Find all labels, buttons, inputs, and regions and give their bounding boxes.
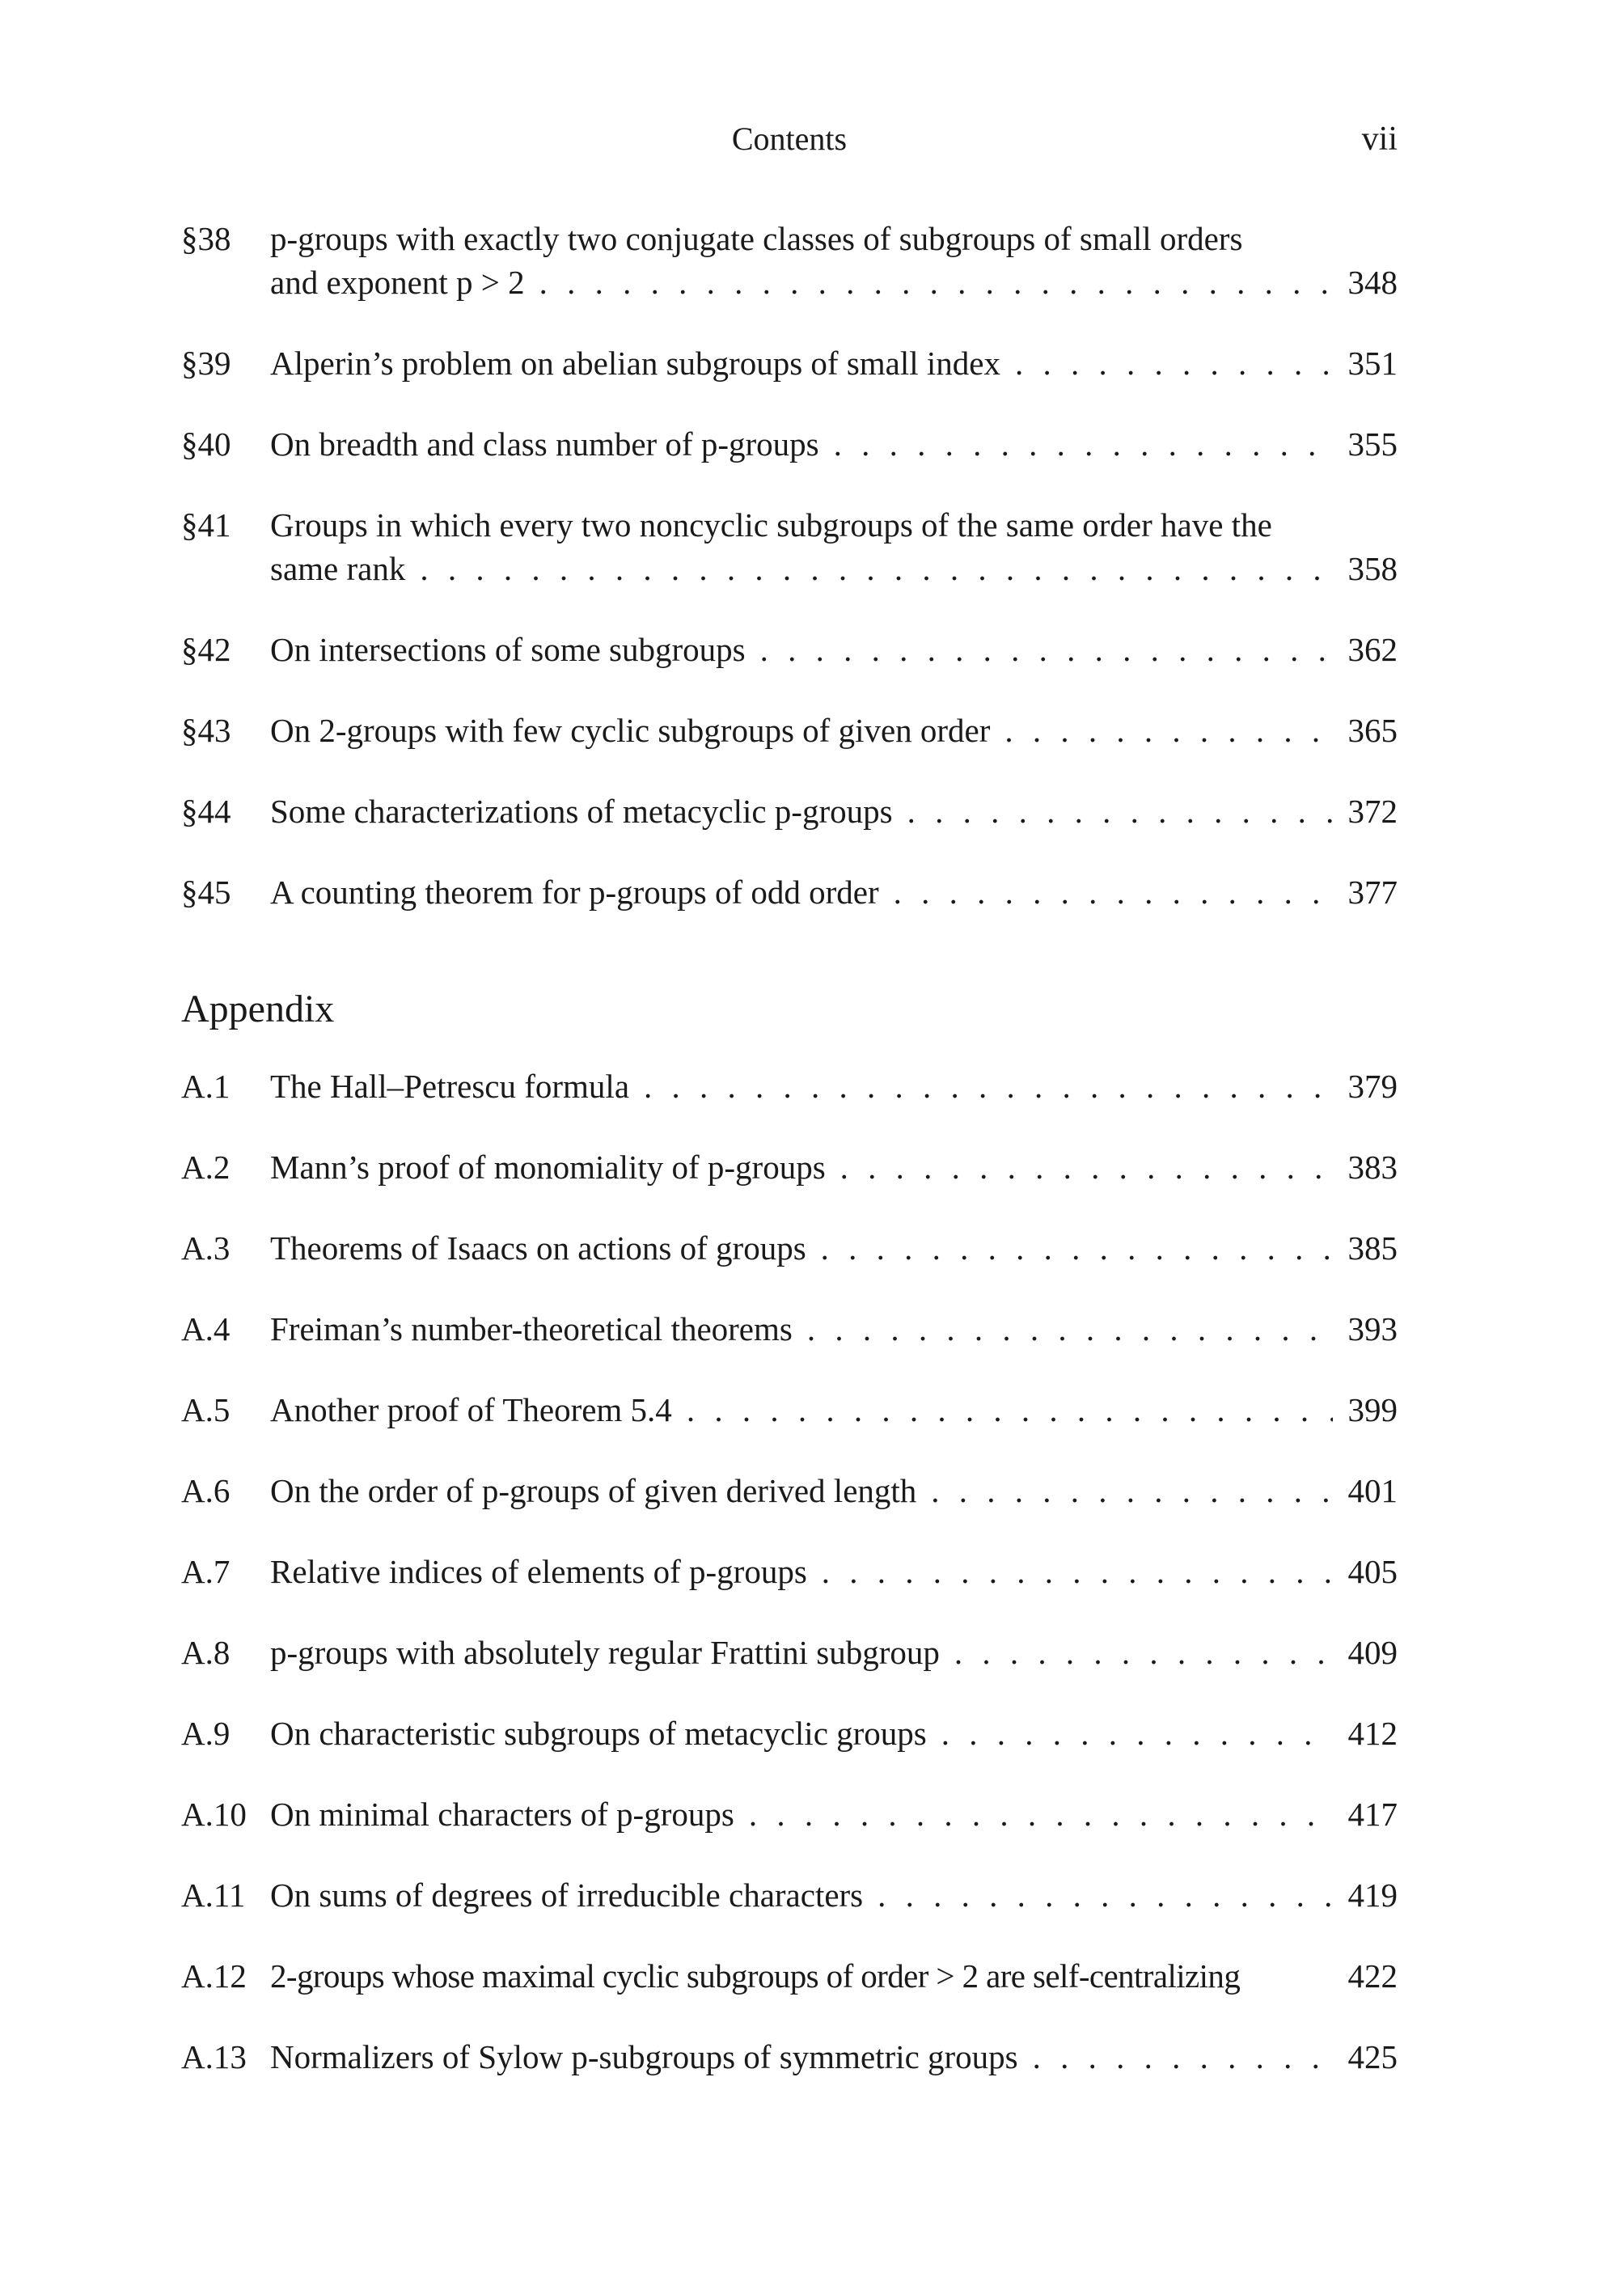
toc-entry-a2[interactable] — [181, 1145, 1398, 1189]
toc-entry-a9[interactable] — [181, 1711, 1398, 1755]
page-number: 385 — [1347, 1229, 1398, 1267]
entry-title: p-groups with absolutely regular Frattini subgroup — [270, 1634, 940, 1671]
section-number: §40 — [181, 425, 231, 463]
leader-dots — [954, 1631, 1333, 1674]
leader-dots — [822, 1550, 1333, 1593]
entry-title: 2-groups whose maximal cyclic subgroups of order > 2 are self-centralizing — [270, 1957, 1241, 1995]
leader-dots — [644, 1064, 1333, 1108]
page-number: 348 — [1347, 264, 1398, 301]
entry-title: Theorems of Isaacs on actions of groups — [270, 1229, 806, 1267]
section-number: A.5 — [181, 1391, 230, 1428]
toc-entry-a12[interactable] — [181, 1954, 1398, 1998]
toc-entry-a11[interactable] — [181, 1873, 1398, 1917]
section-number: §38 — [181, 220, 231, 257]
page-number: 362 — [1347, 631, 1398, 668]
page-number: 351 — [1347, 345, 1398, 382]
entry-title: Freiman’s number-theoretical theorems — [270, 1310, 793, 1347]
toc-entry-41[interactable] — [181, 503, 1398, 590]
toc-entry-38[interactable] — [181, 217, 1398, 304]
entry-title: Another proof of Theorem 5.4 — [270, 1391, 672, 1428]
section-number: A.7 — [181, 1553, 230, 1590]
section-number: §39 — [181, 345, 231, 382]
page-number: 383 — [1347, 1149, 1398, 1186]
entry-title-line: and exponent p > 2 — [270, 264, 525, 301]
running-head — [181, 120, 1398, 160]
leader-dots — [1004, 709, 1333, 752]
page-number: 365 — [1347, 712, 1398, 749]
entry-title-line: p-groups with exactly two conjugate classes of subgroups of small orders — [270, 220, 1243, 257]
leader-dots — [821, 1226, 1333, 1270]
appendix-heading: Appendix — [181, 988, 335, 1030]
entry-title: Some characterizations of metacyclic p-groups — [270, 793, 893, 830]
page-number: 419 — [1347, 1876, 1398, 1914]
toc-entry-40[interactable] — [181, 422, 1398, 466]
running-title: Contents — [731, 121, 848, 157]
section-number: A.4 — [181, 1310, 230, 1347]
page-number: 399 — [1347, 1391, 1398, 1428]
toc-entry-45[interactable] — [181, 870, 1398, 914]
entry-title-line: Groups in which every two noncyclic subgroups of the same order have the — [270, 506, 1272, 544]
toc-entry-a10[interactable] — [181, 1792, 1398, 1836]
toc-entry-a6[interactable] — [181, 1469, 1398, 1512]
page-number: 358 — [1347, 550, 1398, 587]
page-number: 422 — [1347, 1957, 1398, 1995]
leader-dots — [420, 547, 1333, 590]
section-number: A.13 — [181, 2038, 247, 2075]
leader-dots — [687, 1388, 1333, 1432]
entry-title-line: same rank — [270, 550, 406, 587]
page-number: 401 — [1347, 1472, 1398, 1509]
entry-title: Alperin’s problem on abelian subgroups of small index — [270, 345, 1000, 382]
section-number: A.10 — [181, 1796, 247, 1833]
page-number: 372 — [1347, 793, 1398, 830]
leader-dots — [907, 789, 1333, 833]
page-number: 412 — [1347, 1715, 1398, 1752]
toc-entry-42[interactable] — [181, 628, 1398, 671]
toc-entry-a13[interactable] — [181, 2035, 1398, 2079]
section-number: A.1 — [181, 1068, 230, 1105]
toc-entry-39[interactable] — [181, 341, 1398, 385]
page-number: 355 — [1347, 425, 1398, 463]
leader-dots — [539, 260, 1333, 304]
section-number: A.12 — [181, 1957, 247, 1995]
page-number: 405 — [1347, 1553, 1398, 1590]
entry-title: A counting theorem for p-groups of odd order — [270, 874, 879, 911]
entry-title: Normalizers of Sylow p-subgroups of symmetric groups — [270, 2038, 1018, 2075]
leader-dots — [931, 1469, 1333, 1512]
entry-title: On the order of p-groups of given derived length — [270, 1472, 917, 1509]
page-number: 409 — [1347, 1634, 1398, 1671]
leader-dots — [749, 1792, 1333, 1836]
page-number: 425 — [1347, 2038, 1398, 2075]
section-number: §41 — [181, 506, 231, 544]
entry-title: On 2-groups with few cyclic subgroups of given order — [270, 712, 991, 749]
toc-entry-a8[interactable] — [181, 1631, 1398, 1674]
leader-dots — [840, 1145, 1333, 1189]
section-number: A.2 — [181, 1149, 230, 1186]
section-number: A.11 — [181, 1876, 246, 1914]
toc-entry-a7[interactable] — [181, 1550, 1398, 1593]
toc-entry-a1[interactable] — [181, 1064, 1398, 1108]
entry-title: On sums of degrees of irreducible characters — [270, 1876, 864, 1914]
leader-dots — [878, 1873, 1333, 1917]
section-number: §43 — [181, 712, 231, 749]
page-number: 417 — [1347, 1796, 1398, 1833]
section-number: A.8 — [181, 1634, 230, 1671]
entry-title: On intersections of some subgroups — [270, 631, 746, 668]
entry-title: The Hall–Petrescu formula — [270, 1068, 630, 1105]
leader-dots — [834, 422, 1333, 466]
toc-entry-a4[interactable] — [181, 1307, 1398, 1351]
leader-dots — [807, 1307, 1333, 1351]
section-number: A.6 — [181, 1472, 230, 1509]
section-number: §42 — [181, 631, 231, 668]
entry-title: On characteristic subgroups of metacyclic groups — [270, 1715, 927, 1752]
entry-title: On breadth and class number of p-groups — [270, 425, 819, 463]
entry-title: Mann’s proof of monomiality of p-groups — [270, 1149, 826, 1186]
toc-entry-44[interactable] — [181, 789, 1398, 833]
page-folio: vii — [1361, 121, 1398, 158]
entry-title: On minimal characters of p-groups — [270, 1796, 734, 1833]
section-number: §44 — [181, 793, 231, 830]
page-number: 393 — [1347, 1310, 1398, 1347]
section-number: A.9 — [181, 1715, 230, 1752]
leader-dots — [1033, 2035, 1333, 2079]
section-number: §45 — [181, 874, 231, 911]
toc-entry-a5[interactable] — [181, 1388, 1398, 1432]
page-number: 377 — [1347, 874, 1398, 911]
leader-dots — [1015, 341, 1333, 385]
toc-entry-43[interactable] — [181, 709, 1398, 752]
entry-title: Relative indices of elements of p-groups — [270, 1553, 807, 1590]
leader-dots — [941, 1711, 1333, 1755]
page-number: 379 — [1347, 1068, 1398, 1105]
section-number: A.3 — [181, 1229, 230, 1267]
leader-dots — [894, 870, 1333, 914]
leader-dots — [760, 628, 1333, 671]
table-of-contents — [181, 217, 1398, 2079]
toc-entry-a3[interactable] — [181, 1226, 1398, 1270]
